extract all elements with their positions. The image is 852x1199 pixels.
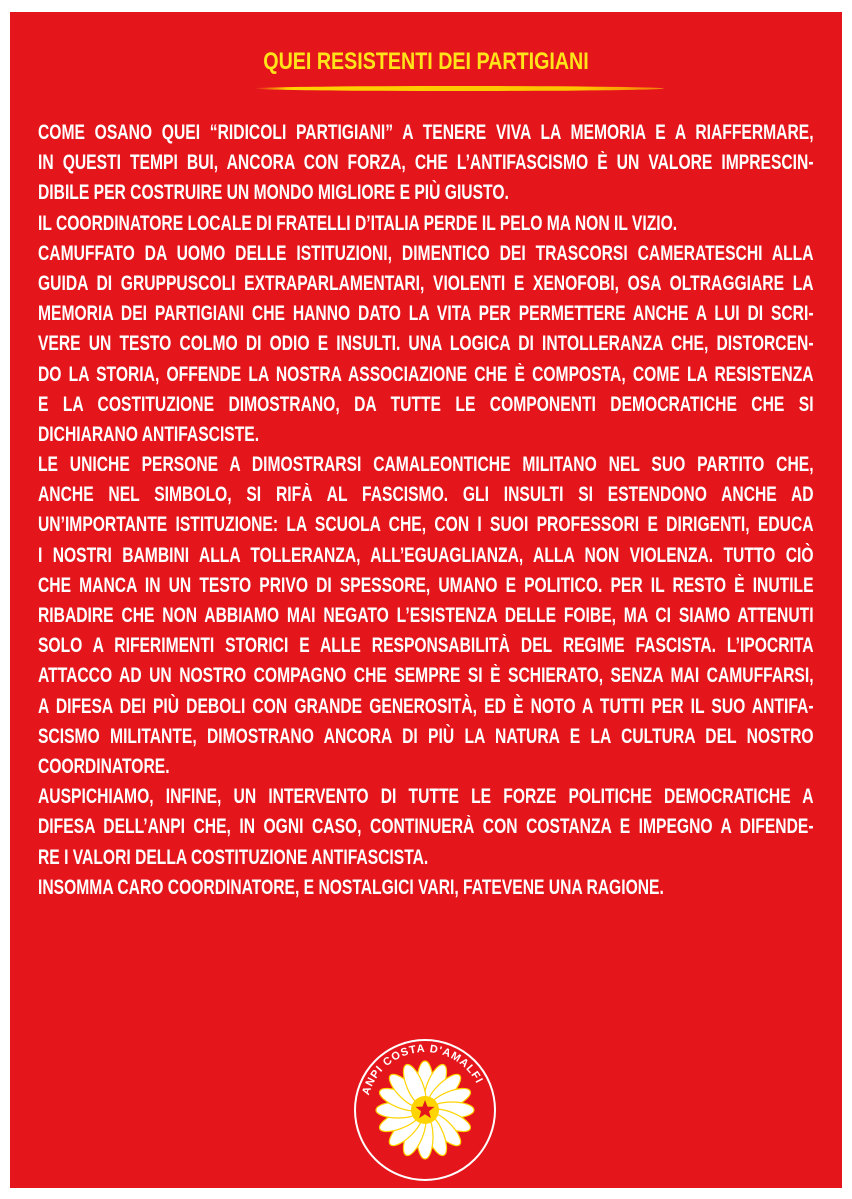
article-body <box>38 118 814 903</box>
text-line: IL COORDINATORE LOCALE DI FRATELLI D’ITALIA PERDE IL PELO MA NON IL VIZIO. <box>38 211 678 235</box>
title-underline <box>254 86 664 91</box>
text-line: GUIDA DI GRUPPUSCOLI EXTRAPARLAMENTARI, VIOLENTI E XENOFOBI, OSA OLTRAGGIARE LA <box>38 271 814 295</box>
paragraph <box>38 118 814 209</box>
text-line: UN’IMPORTANTE ISTITUZIONE: LA SCUOLA CHE, CON I SUOI PROFESSORI E DIRIGENTI, EDUCA <box>38 513 814 537</box>
text-line: CAMUFFATO DA UOMO DELLE ISTITUZIONI, DIMENTICO DEI TRASCORSI CAMERATESCHI ALLA <box>38 241 814 265</box>
text-line: AUSPICHIAMO, INFINE, UN INTERVENTO DI TUTTE LE FORZE POLITICHE DEMOCRATICHE A <box>38 785 814 809</box>
page-title: QUEI RESISTENTI DEI PARTIGIANI <box>263 48 589 75</box>
anpi-logo-icon <box>350 1035 500 1185</box>
text-line: MEMORIA DEI PARTIGIANI CHE HANNO DATO LA VITA PER PERMETTERE ANCHE A LUI DI SCRI- <box>38 302 814 326</box>
text-line: COME OSANO QUEI “RIDICOLI PARTIGIANI” A TENERE VIVA LA MEMORIA E A RIAFFERMARE, <box>38 121 814 144</box>
text-line: SCISMO MILITANTE, DIMOSTRANO ANCORA DI PIÙ LA NATURA E LA CULTURA DEL NOSTRO <box>38 724 814 748</box>
paragraph <box>38 873 814 903</box>
title-block <box>10 42 842 112</box>
logo-text: ANPI COSTA D'AMALFI <box>360 1042 486 1097</box>
text-line: DIBILE PER COSTRUIRE UN MONDO MIGLIORE E PIÙ GIUSTO. <box>38 181 509 205</box>
text-line: RE I VALORI DELLA COSTITUZIONE ANTIFASCISTA. <box>38 845 429 869</box>
text-line: INSOMMA CARO COORDINATORE, E NOSTALGICI VARI, FATEVENE UNA RAGIONE. <box>38 875 664 899</box>
text-line: DIFESA DELL’ANPI CHE, IN OGNI CASO, CONTINUERÀ CON COSTANZA E IMPEGNO A DIFENDE- <box>38 815 814 839</box>
text-line: RIBADIRE CHE NON ABBIAMO MAI NEGATO L’ESISTENZA DELLE FOIBE, MA CI SIAMO ATTENUTI <box>38 604 814 627</box>
text-line: COORDINATORE. <box>38 754 170 778</box>
paragraph <box>38 450 814 782</box>
text-line: CHE MANCA IN UN TESTO PRIVO DI SPESSORE, UMANO E POLITICO. PER IL RESTO È INUTILE <box>38 573 814 597</box>
paragraph <box>38 209 814 451</box>
text-line: DO LA STORIA, OFFENDE LA NOSTRA ASSOCIAZIONE CHE È COMPOSTA, COME LA RESISTENZA <box>38 362 814 386</box>
text-line: IN QUESTI TEMPI BUI, ANCORA CON FORZA, CHE L’ANTIFASCISMO È UN VALORE IMPRESCIN- <box>38 151 814 175</box>
poster <box>10 12 842 1188</box>
text-line: SOLO A RIFERIMENTI STORICI E ALLE RESPONSABILITÀ DEL REGIME FASCISTA. L’IPOCRITA <box>38 634 814 658</box>
text-line: VERE UN TESTO COLMO DI ODIO E INSULTI. UNA LOGICA DI INTOLLERANZA CHE, DISTORCEN- <box>38 332 814 356</box>
text-line: ANCHE NEL SIMBOLO, SI RIFÀ AL FASCISMO. GLI INSULTI SI ESTENDONO ANCHE AD <box>38 483 814 507</box>
text-line: DICHIARANO ANTIFASCISTE. <box>38 422 260 446</box>
text-line: ATTACCO AD UN NOSTRO COMPAGNO CHE SEMPRE SI È SCHIERATO, SENZA MAI CAMUFFARSI, <box>38 664 814 688</box>
text-line: LE UNICHE PERSONE A DIMOSTRARSI CAMALEONTICHE MILITANO NEL SUO PARTITO CHE, <box>38 453 814 477</box>
paragraph <box>38 782 814 873</box>
text-line: I NOSTRI BAMBINI ALLA TOLLERANZA, ALL’EGUAGLIANZA, ALLA NON VIOLENZA. TUTTO CIÒ <box>38 543 814 567</box>
text-line: A DIFESA DEI PIÙ DEBOLI CON GRANDE GENEROSITÀ, ED È NOTO A TUTTI PER IL SUO ANTIFA- <box>38 694 814 718</box>
text-line: E LA COSTITUZIONE DIMOSTRANO, DA TUTTE LE COMPONENTI DEMOCRATICHE CHE SI <box>38 392 814 416</box>
